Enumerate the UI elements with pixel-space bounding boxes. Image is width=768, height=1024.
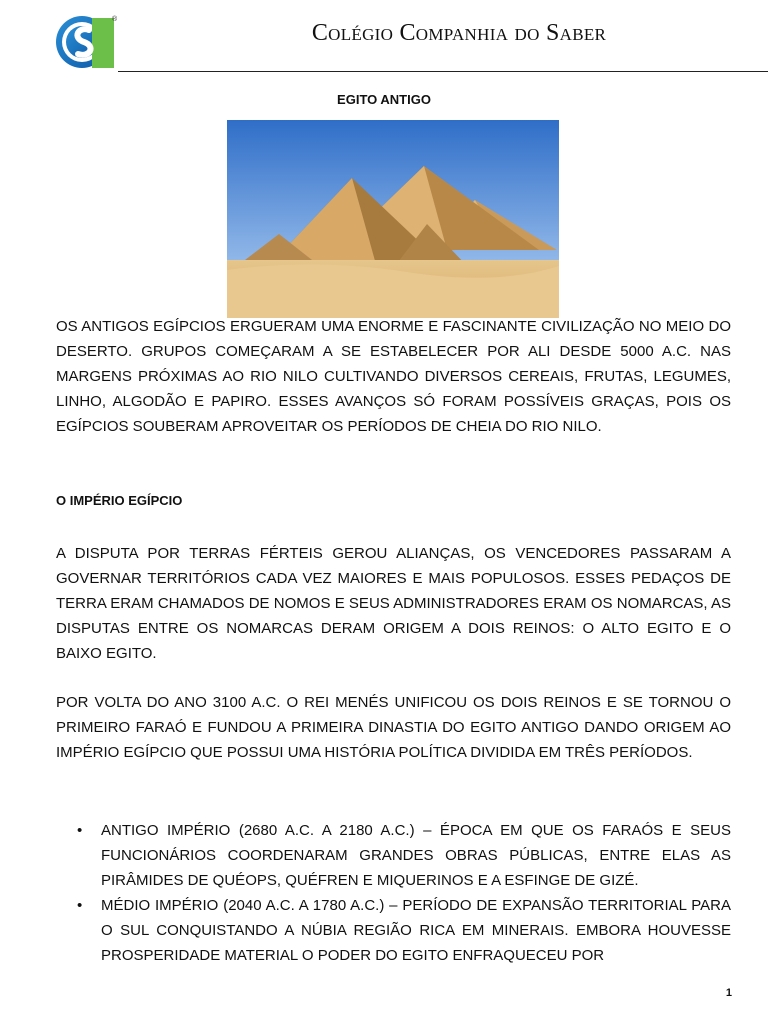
- bullet-icon: •: [77, 897, 83, 914]
- school-name: Colégio Companhia do Saber: [311, 20, 607, 46]
- intro-paragraph: OS ANTIGOS EGÍPCIOS ERGUERAM UMA ENORME E FASCINANTE CIVILIZAÇÃO NO MEIO DO DESERTO. GRUPOS COMEÇARAM A SE ESTABELECER POR ALI DESDE 5000 A.C. NAS MARGENS PRÓXIMAS AO RIO NILO CULTIVANDO DIVERSOS CEREAIS, FRUTAS, LEGUMES, LINHO, ALGODÃO E PAPIRO. ESSES AVANÇOS SÓ FORAM POSSÍVEIS GRAÇAS, POIS OS EGÍPCIOS SOUBERAM APROVEITAR OS PERÍODOS DE CHEIA DO RIO NILO.: [56, 318, 731, 435]
- list-item: [56, 893, 731, 968]
- bullet-icon: •: [77, 822, 83, 839]
- list-item-text: ANTIGO IMPÉRIO (2680 A.C. A 2180 A.C.) – ÉPOCA EM QUE OS FARAÓS E SEUS FUNCIONÁRIOS COORDENARAM GRANDES OBRAS PÚBLICAS, ENTRE ELAS AS PIRÂMIDES DE QUÉOPS, QUÉFREN E MIQUERINOS E A ESFINGE DE GIZÉ.: [101, 822, 731, 889]
- header-divider: [118, 71, 768, 72]
- pyramids-photo: [227, 120, 559, 318]
- registered-mark: ®: [112, 16, 118, 23]
- page-header: [0, 0, 768, 72]
- school-logo-icon: [56, 12, 118, 72]
- document-title: EGITO ANTIGO: [337, 92, 431, 107]
- list-item-text: MÉDIO IMPÉRIO (2040 A.C. A 1780 A.C.) – PERÍODO DE EXPANSÃO TERRITORIAL PARA O SUL CONQUISTANDO A NÚBIA REGIÃO RICA EM MINERAIS. EMBORA HOUVESSE PROSPERIDADE MATERIAL O PODER DO EGITO ENFRAQUECEU POR: [101, 897, 731, 964]
- disputes-paragraph: A DISPUTA POR TERRAS FÉRTEIS GEROU ALIANÇAS, OS VENCEDORES PASSARAM A GOVERNAR TERRITÓRIOS CADA VEZ MAIORES E MAIS POPULOSOS. ESSES PEDAÇOS DE TERRA ERAM CHAMADOS DE NOMOS E SEUS ADMINISTRADORES ERAM OS NOMARCAS, AS DISPUTAS ENTRE OS NOMARCAS DERAM ORIGEM A DOIS REINOS: O ALTO EGITO E O BAIXO EGITO.: [56, 545, 731, 662]
- periods-list: [56, 818, 731, 968]
- section-heading: O IMPÉRIO EGÍPCIO: [56, 493, 183, 508]
- unification-paragraph: POR VOLTA DO ANO 3100 A.C. O REI MENÉS UNIFICOU OS DOIS REINOS E SE TORNOU O PRIMEIRO FARAÓ E FUNDOU A PRIMEIRA DINASTIA DO EGITO ANTIGO DANDO ORIGEM AO IMPÉRIO EGÍPCIO QUE POSSUI UMA HISTÓRIA POLÍTICA DIVIDIDA EM TRÊS PERÍODOS.: [56, 694, 731, 761]
- page-number: 1: [725, 987, 732, 999]
- list-item: [56, 818, 731, 893]
